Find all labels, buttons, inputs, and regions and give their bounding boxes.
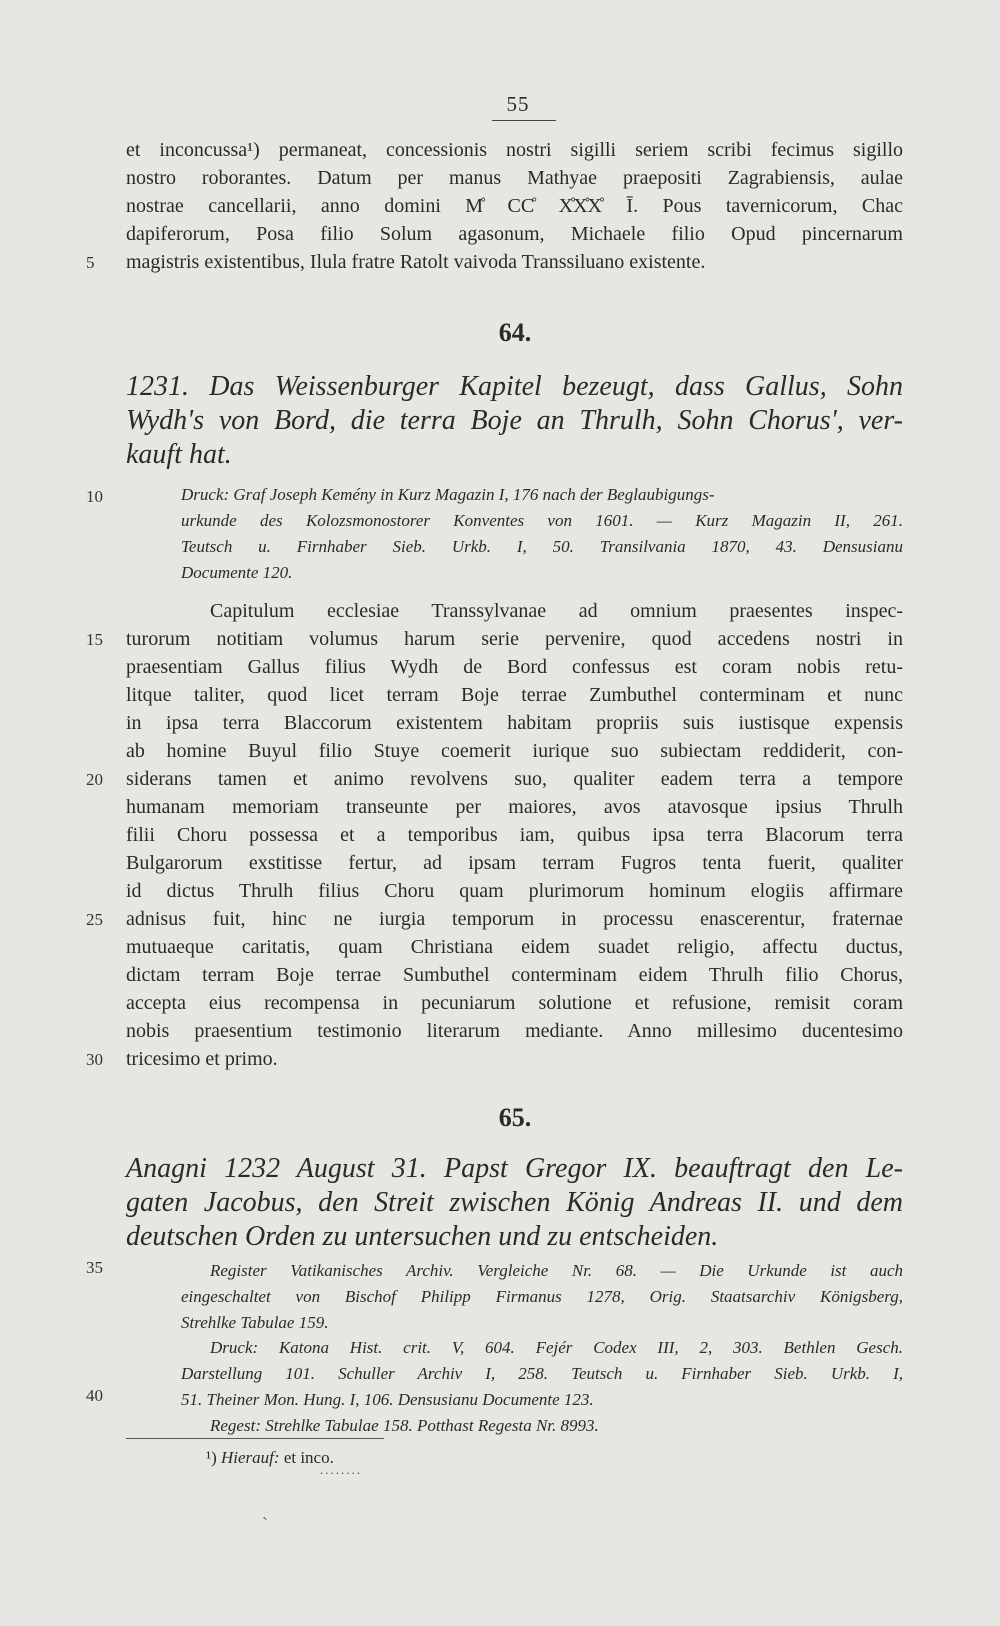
document-title-line: deutschen Orden zu untersuchen und zu entscheiden. [126, 1221, 719, 1252]
druck-line: Teutsch u. Firnhaber Sieb. Urkb. I, 50. Transilvania 1870, 43. Densusianu [181, 537, 903, 556]
footnote-dots: ........ [320, 1462, 362, 1477]
text-line: accepta eius recompensa in pecuniarum solutione et refusione, remisit coram [126, 992, 903, 1014]
text-line: turorum notitiam volumus harum serie pervenire, quod accedens nostri in [126, 628, 903, 650]
text-line: siderans tamen et animo revolvens suo, qualiter eadem terra a tempore [126, 768, 903, 790]
line-number: 35 [86, 1258, 103, 1277]
footnote-rule [126, 1438, 384, 1439]
text-line: praesentiam Gallus filius Wydh de Bord confessus est coram nobis retu- [126, 656, 903, 678]
text-line: adnisus fuit, hinc ne iurgia temporum in processu enascerentur, fraternae [126, 908, 903, 930]
text-line: dapiferorum, Posa filio Solum agasonum, Michaele filio Opud pincernarum [126, 223, 903, 245]
stray-pen-mark: ˏ [262, 1500, 268, 1520]
footnote-mark: ¹) [206, 1448, 217, 1467]
text-line: id dictus Thrulh filius Choru quam plurimorum hominum elogiis affirmare [126, 880, 903, 902]
footnote-label: Hierauf: [221, 1448, 280, 1467]
footnote-text: et inco. [283, 1448, 334, 1467]
document-title-line: kauft hat. [126, 439, 232, 470]
text-line: mutuaeque caritatis, quam Christiana eidem suadet religio, affectu ductus, [126, 936, 903, 958]
page-number: 55 [506, 92, 530, 116]
text-line: Bulgarorum exstitisse fertur, ad ipsam terram Fugros tenta fuerit, qualiter [126, 852, 903, 874]
line-number: 25 [86, 910, 103, 929]
text-line: in ipsa terra Blaccorum existentem habitam propriis suis iustisque expensis [126, 712, 903, 734]
druck-line: Documente 120. [181, 563, 293, 582]
druck-line: 51. Theiner Mon. Hung. I, 106. Densusianu Documente 123. [181, 1390, 594, 1409]
text-line: et inconcussa¹) permaneat, concessionis nostri sigilli seriem scribi fecimus sigillo [126, 139, 903, 161]
register-line: Register Vatikanisches Archiv. Vergleiche Nr. 68. — Die Urkunde ist auch [210, 1261, 903, 1280]
line-number: 15 [86, 630, 103, 649]
line-number: 40 [86, 1386, 103, 1405]
page-number-rule [492, 120, 556, 121]
druck-line: Druck: Graf Joseph Kemény in Kurz Magazin I, 176 nach der Beglaubigungs- [181, 485, 715, 504]
register-line: Strehlke Tabulae 159. [181, 1313, 329, 1332]
line-number: 30 [86, 1050, 103, 1069]
document-title-line: gaten Jacobus, den Streit zwischen König Andreas II. und dem [126, 1187, 903, 1218]
text-line: nobis praesentium testimonio literarum mediante. Anno millesimo ducentesimo [126, 1020, 903, 1042]
line-number: 20 [86, 770, 103, 789]
text-line: litque taliter, quod licet terram Boje terrae Zumbuthel conterminam et nunc [126, 684, 903, 706]
text-line: nostro roborantes. Datum per manus Mathyae praepositi Zagrabiensis, aulae [126, 167, 903, 189]
text-line: ab homine Buyul filio Stuye coemerit iurique suo subiectam reddiderit, con- [126, 740, 903, 762]
text-line: magistris existentibus, Ilula fratre Ratolt vaivoda Transsiluano existente. [126, 251, 706, 273]
line-number: 10 [86, 487, 103, 506]
text-line: humanam memoriam transeunte per maiores, avos atavosque ipsius Thrulh [126, 796, 903, 818]
druck-line: urkunde des Kolozsmonostorer Konventes von 1601. — Kurz Magazin II, 261. [181, 511, 903, 530]
document-title-line: Anagni 1232 August 31. Papst Gregor IX. beauftragt den Le- [126, 1153, 903, 1184]
footnote [206, 1446, 334, 1470]
druck-line: Druck: Katona Hist. crit. V, 604. Fejér Codex III, 2, 303. Bethlen Gesch. [210, 1338, 903, 1357]
text-line: nostrae cancellarii, anno domini M̊ CC̊ X̊X̊X̊ Ī. Pous tavernicorum, Chac [126, 195, 903, 217]
document-number: 65. [498, 1103, 532, 1132]
text-line: dictam terram Boje terrae Sumbuthel conterminam eidem Thrulh filio Chorus, [126, 964, 903, 986]
document-number: 64. [498, 318, 532, 347]
document-title-line: Wydh's von Bord, die terra Boje an Thrulh, Sohn Chorus', ver- [126, 405, 903, 436]
line-number: 5 [86, 253, 95, 272]
text-line: filii Choru possessa et a temporibus iam, quibus ipsa terra Blacorum terra [126, 824, 903, 846]
druck-line: Darstellung 101. Schuller Archiv I, 258. Teutsch u. Firnhaber Sieb. Urkb. I, [181, 1364, 903, 1383]
text-line: Capitulum ecclesiae Transsylvanae ad omnium praesentes inspec- [210, 600, 903, 622]
regest-line: Regest: Strehlke Tabulae 158. Potthast Regesta Nr. 8993. [210, 1416, 599, 1435]
text-line: tricesimo et primo. [126, 1048, 278, 1070]
register-line: eingeschaltet von Bischof Philipp Firmanus 1278, Orig. Staatsarchiv Königsberg, [181, 1287, 903, 1306]
document-title-line: 1231. Das Weissenburger Kapitel bezeugt, dass Gallus, Sohn [126, 371, 903, 402]
